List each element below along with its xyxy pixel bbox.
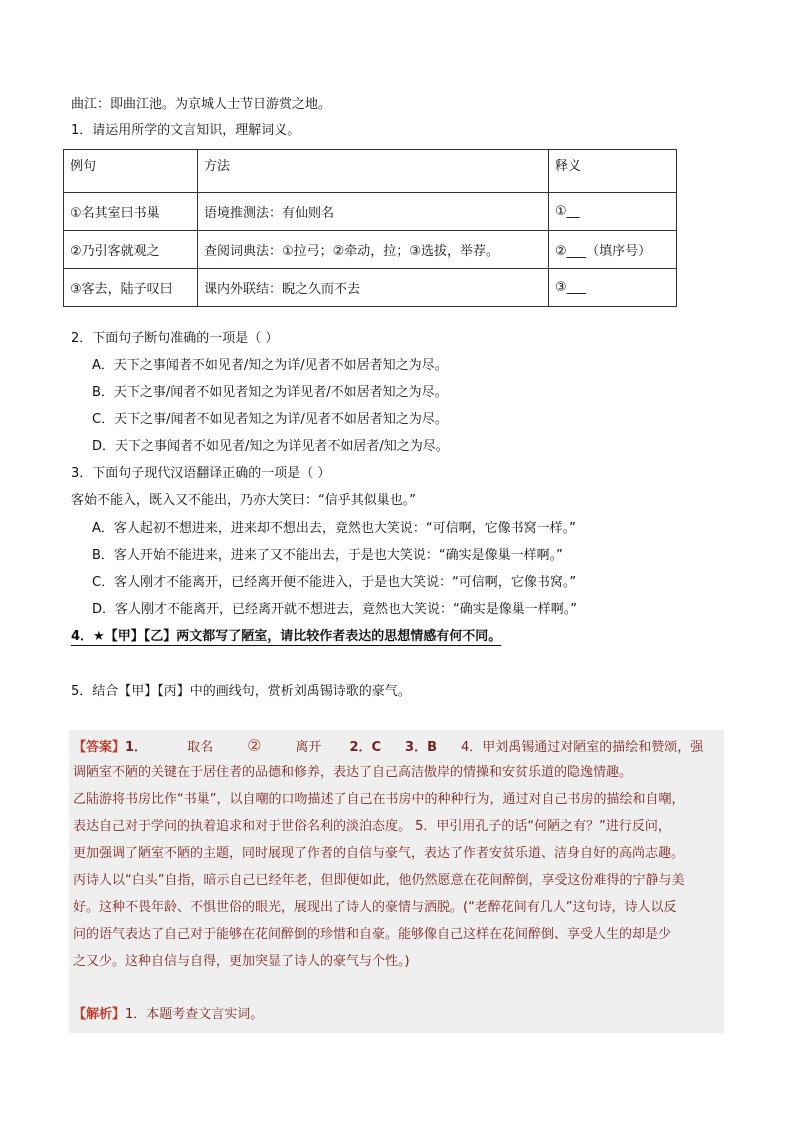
table-cell: 课内外联结：睨之久而不去 (198, 269, 549, 307)
q4-underlined: 4．★【甲】【乙】两文都写了陋室，请比较作者表达的思想情感有何不同。 (71, 629, 502, 644)
q4-text (71, 627, 501, 647)
table-cell: ②乃引客就观之 (64, 231, 198, 269)
q3-option-a: A．客人起初不想进来，进来却不想出去，竟然也大笑说：“可信啊，它像书窝一样。” (92, 521, 576, 536)
answer-line: 更加强调了陋室不陋的主题，同时展现了作者的自信与豪气，表达了作者安贫乐道、洁身自好的高尚志趣。 (73, 846, 685, 861)
table-header-row (64, 150, 677, 193)
header-example: 例句 (64, 150, 198, 193)
q3-option-b: B．客人开始不能进来，进来了又不能出去，于是也大笑说：“确实是像巢一样啊。” (92, 548, 563, 563)
answer-line: 问的语气表达了自己对于能够在花间醉倒的珍惜和自豪。能够像自己这样在花间醉倒、享受人生的却是少 (73, 927, 672, 942)
q2-option-c: C．天下之事/闻者不如见者知之为详/见者不如居者知之为尽。 (92, 412, 448, 427)
answer-2: 2．C (349, 740, 382, 755)
q2-stem: 2．下面句子断句准确的一项是（ ） (71, 331, 279, 346)
answer-line-1 (73, 736, 703, 758)
q5-text: 5．结合【甲】【丙】中的画线句，赏析刘禹锡诗歌的豪气。 (71, 684, 411, 699)
answer-line: 乙陆游将书房比作“书巢”，以自嘲的口吻描述了自己在书房中的种种行为，通过对自己书房的描绘和自嘲， (73, 792, 685, 807)
answer-line: 之又少。这种自信与自得，更加突显了诗人的豪气与个性。) (73, 954, 410, 969)
analysis-text: 1．本题考查文言实词。 (125, 1007, 264, 1022)
answer-line: 好。这种不畏年龄、不惧世俗的眼光，展现出了诗人的豪情与洒脱。(“老醉花间有几人”这句诗，诗人以反 (73, 900, 677, 915)
table-cell: ①名其室曰书巢 (64, 193, 198, 231)
table-cell: 查阅词典法：①拉弓；②牵动，拉；③选拔，举荐。 (198, 231, 549, 269)
table-cell: ③客去，陆子叹曰 (64, 269, 198, 307)
answer-line: 丙诗人以“白头”自指，暗示自己已经年老，但即便如此，他仍然愿意在花间醉倒，享受这份难得的宁静与美 (73, 873, 685, 888)
analysis-line (73, 1005, 263, 1025)
q2-option-b: B．天下之事/闻者不如见者知之为详见者/不如居者知之为尽。 (92, 385, 448, 400)
answer-1-3: 离开 (295, 740, 322, 755)
table-row (64, 231, 677, 269)
table-cell: ③___ (549, 269, 677, 307)
table-row (64, 193, 677, 231)
answer-3: 3．B (405, 740, 437, 755)
answer-num-1: 1． (125, 740, 148, 755)
q3-stem: 3．下面句子现代汉语翻译正确的一项是（ ） (71, 466, 331, 481)
q3-sentence: 客始不能入，既入又不能出，乃亦大笑曰：“信乎其似巢也。” (71, 493, 416, 508)
answer-1-1: 取名 (187, 740, 214, 755)
intro-note: 曲江：即曲江池。为京城人士节日游赏之地。 (71, 97, 332, 112)
header-meaning: 释义 (549, 150, 677, 193)
answer-4-start: 4．甲刘禹锡通过对陋室的描绘和赞颂，强 (461, 740, 704, 755)
table-cell: 语境推测法：有仙则名 (198, 193, 549, 231)
q3-option-c: C．客人刚才不能离开，已经离开便不能进入，于是也大笑说：“可信啊，它像书窝。” (92, 575, 577, 590)
answer-line: 调陋室不陋的关键在于居住者的品德和修养，表达了自己高洁傲岸的情操和安贫乐道的隐逸情趣。 (73, 765, 633, 780)
table-cell: ②___（填序号） (549, 231, 677, 269)
vocab-table (63, 149, 677, 307)
q2-option-d: D．天下之事闻者不如见者/知之为详见者不如居者/知之为尽。 (92, 439, 449, 454)
answer-line: 表达自己对于学问的执着追求和对于世俗名利的淡泊态度。 5．甲引用孔子的话“何陋之有？”进行反问， (73, 819, 671, 834)
header-method: 方法 (198, 150, 549, 193)
q2-option-a: A．天下之事闻者不如见者/知之为详/见者不如居者知之为尽。 (92, 358, 448, 373)
answer-tag: 【答案】 (73, 740, 126, 755)
table-row (64, 269, 677, 307)
table-cell: ①__ (549, 193, 677, 231)
analysis-tag: 【解析】 (73, 1007, 126, 1022)
answer-1-2: ② (247, 736, 262, 755)
q1-stem: 1．请运用所学的文言知识，理解词义。 (71, 123, 301, 138)
q3-option-d: D．客人刚才不能离开，已经离开就不想进去，竟然也大笑说：“确实是像巢一样啊。” (92, 602, 577, 617)
